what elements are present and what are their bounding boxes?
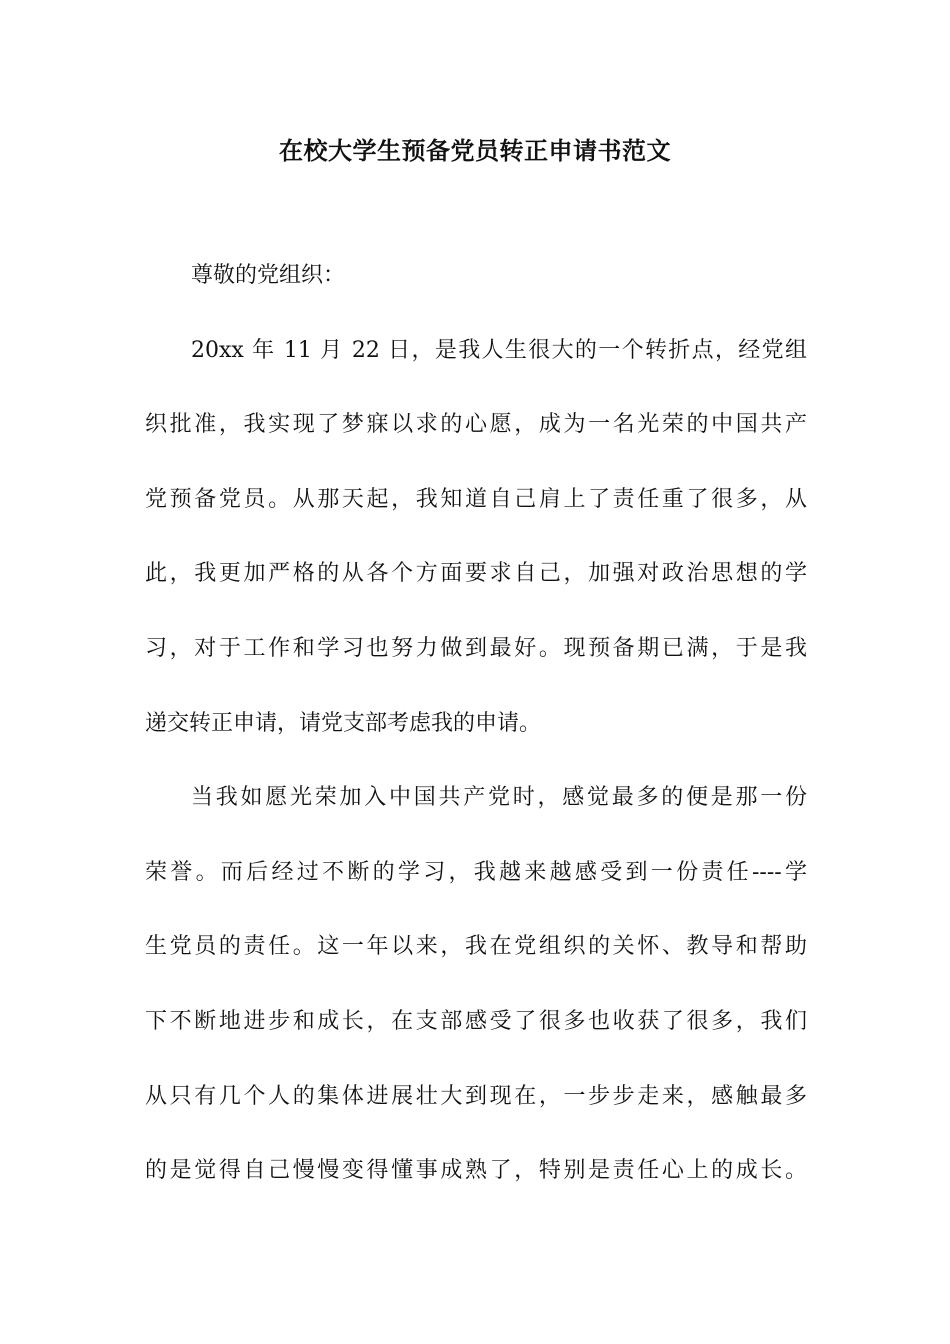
paragraph-line: 织批准，我实现了梦寐以求的心愿，成为一名光荣的中国共产 <box>145 412 807 438</box>
paragraph-line: 下不断地进步和成长，在支部感受了很多也收获了很多，我们 <box>145 1008 807 1034</box>
document-body <box>145 256 807 1226</box>
paragraph-line: 当我如愿光荣加入中国共产党时，感觉最多的便是那一份 <box>191 785 807 811</box>
paragraph-line: 荣誉。而后经过不断的学习，我越来越感受到一份责任----学 <box>145 859 807 885</box>
paragraph-line: 习，对于工作和学习也努力做到最好。现预备期已满，于是我 <box>145 635 807 661</box>
paragraph-line: 递交转正申请，请党支部考虑我的申请。 <box>145 710 542 736</box>
paragraph-line: 生党员的责任。这一年以来，我在党组织的关怀、教导和帮助 <box>145 934 807 960</box>
paragraph-line: 从只有几个人的集体进展壮大到现在，一步步走来，感触最多 <box>145 1083 807 1109</box>
paragraph-line: 党预备党员。从那天起，我知道自己肩上了责任重了很多，从 <box>145 486 807 512</box>
paragraph-line: 的是觉得自己慢慢变得懂事成熟了，特别是责任心上的成长。 <box>145 1158 807 1184</box>
salutation-line: 尊敬的党组织： <box>191 263 346 288</box>
paragraph-line: 20xx 年 11 月 22 日，是我人生很大的一个转折点，经党组 <box>191 337 807 363</box>
document-title: 在校大学生预备党员转正申请书范文 <box>279 136 671 165</box>
paragraph-line: 此，我更加严格的从各个方面要求自己，加强对政治思想的学 <box>145 561 807 587</box>
